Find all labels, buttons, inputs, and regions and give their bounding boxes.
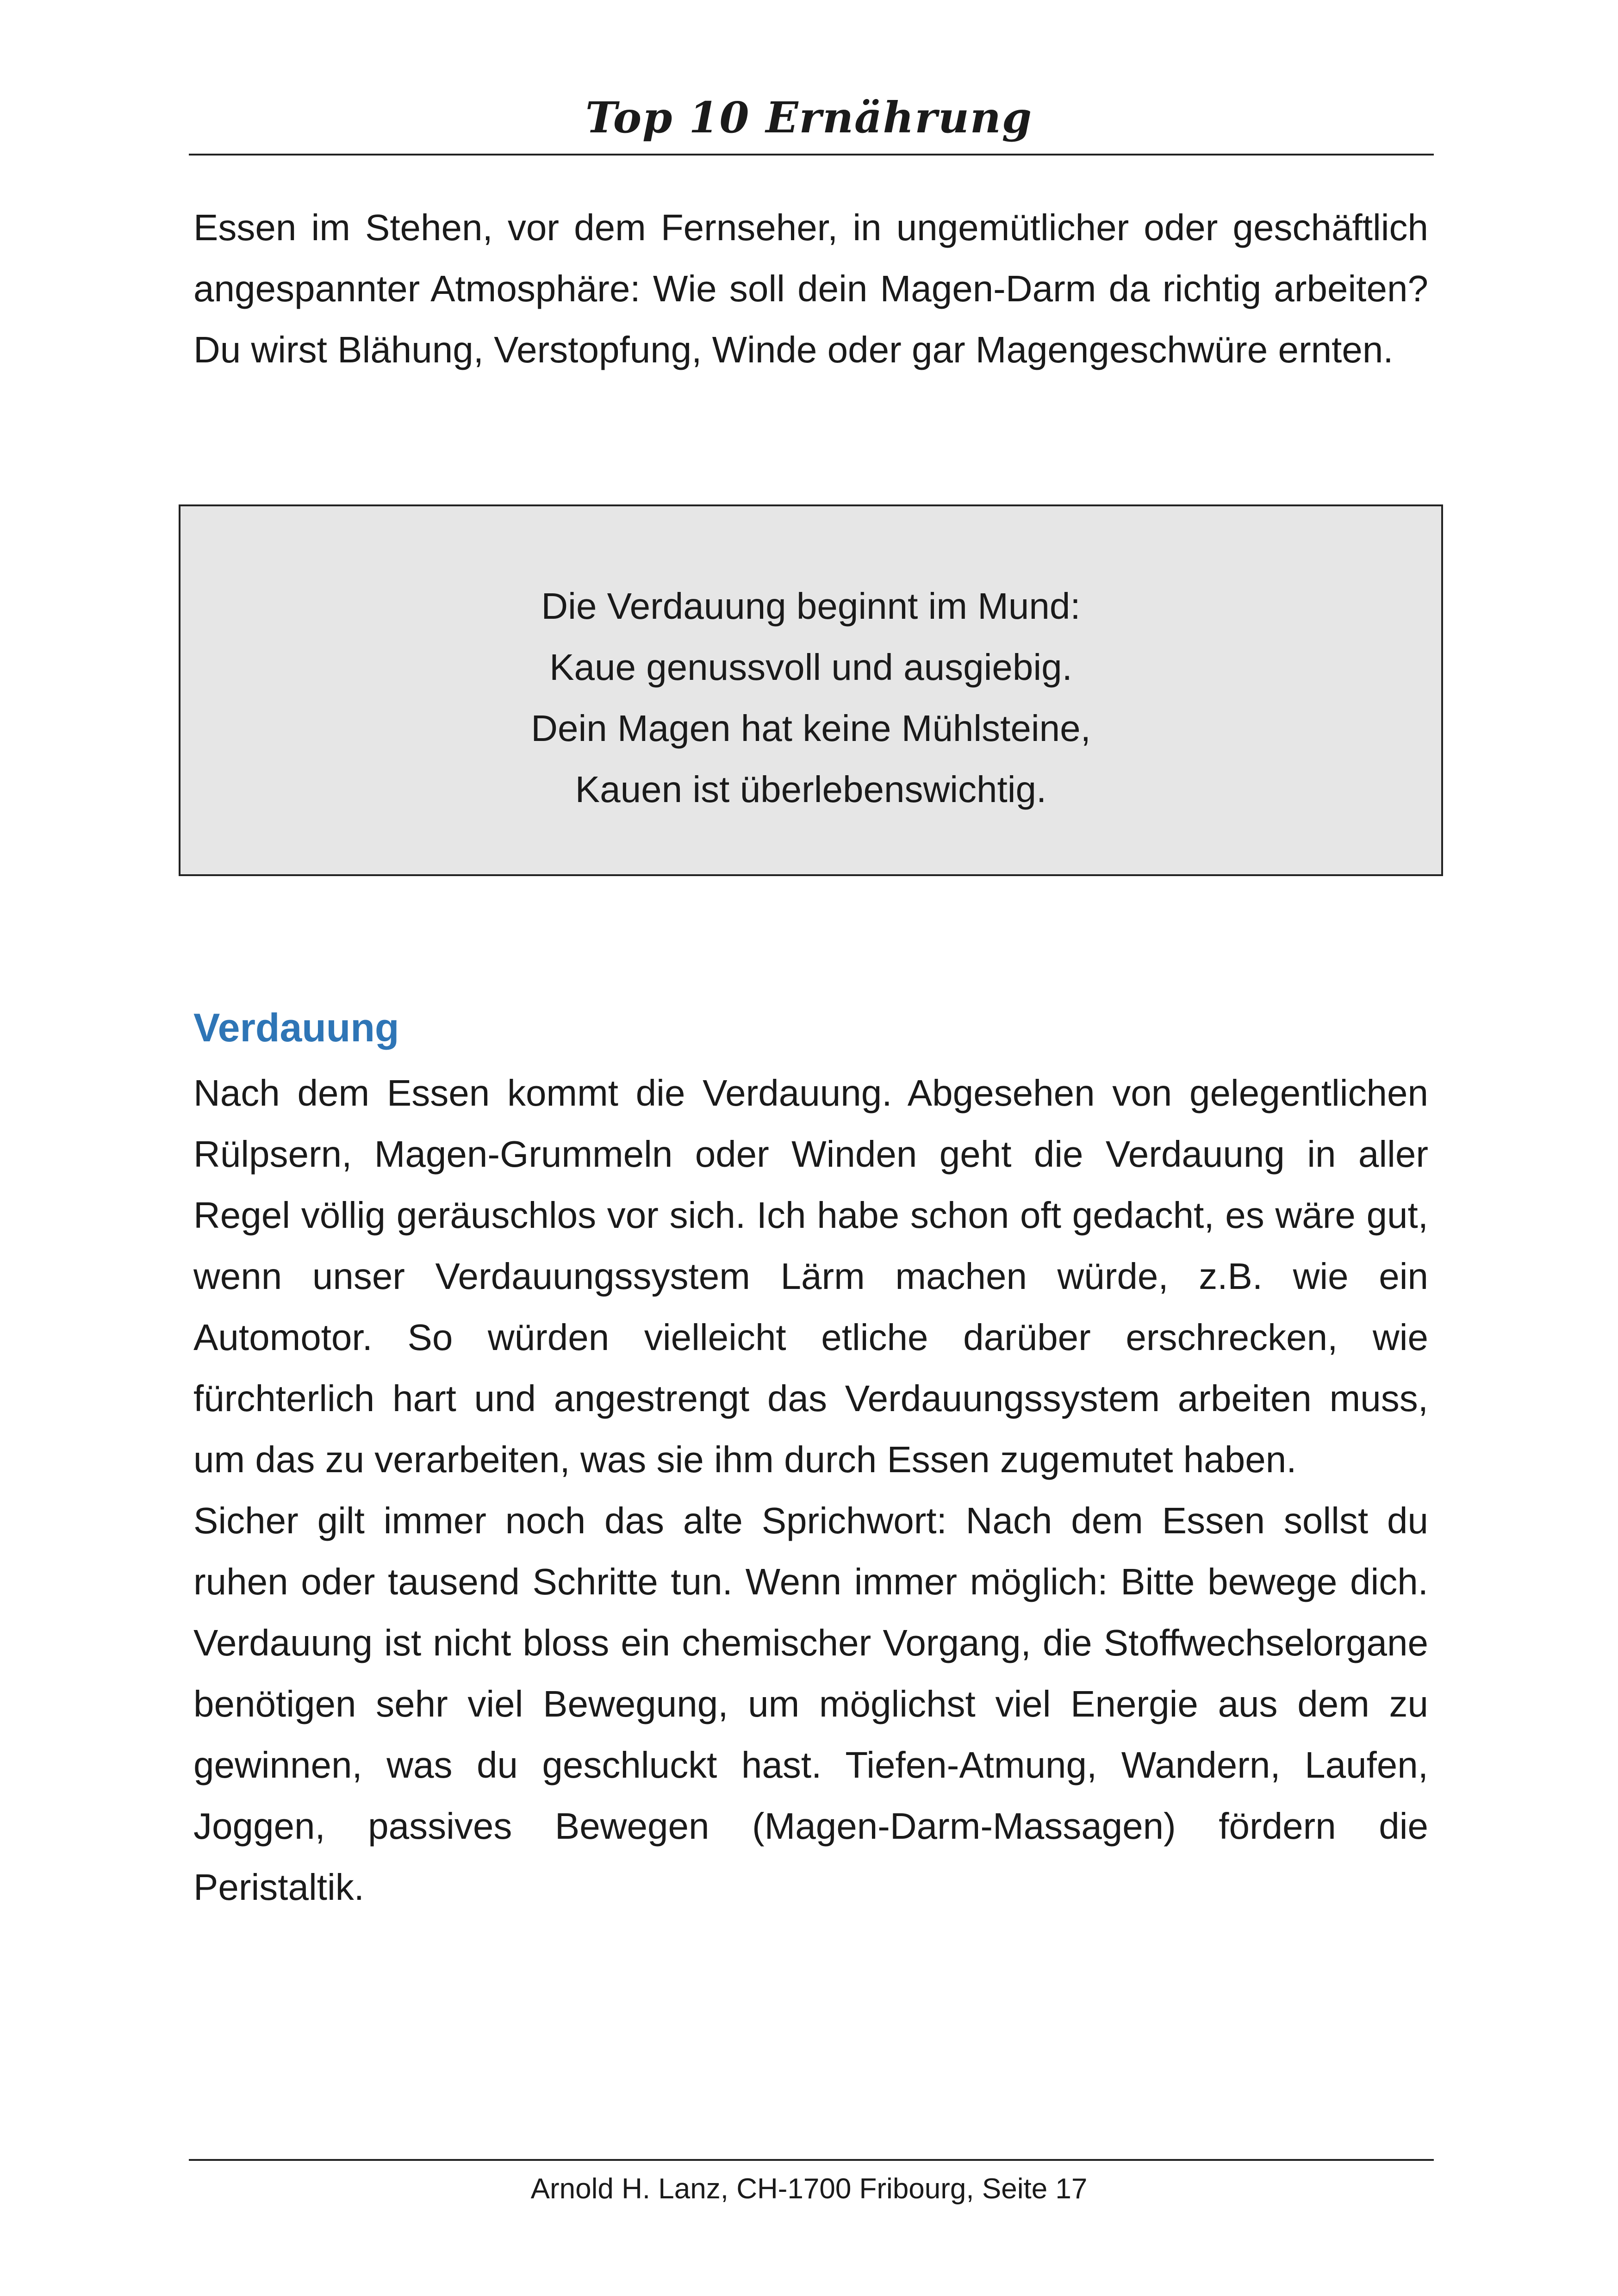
intro-paragraph: Essen im Stehen, vor dem Fernseher, in ungemütlicher oder geschäftlich angespannter Atmosphäre: Wie soll dein Magen-Darm da richtig arbeiten? Du wirst Blähung, Verstopfung, Winde oder gar Magengeschwüre ernten. — [193, 207, 1428, 370]
page-header-title: Top 10 Ernährung — [585, 93, 1033, 143]
callout-box — [179, 504, 1443, 876]
body-paragraph: Nach dem Essen kommt die Verdauung. Abgesehen von gelegentlichen Rülpsern, Magen-Grummeln oder Winden geht die Verdauung in aller Regel völlig geräuschlos vor sich. Ich habe schon oft gedacht, es wäre gut, wenn unser Verdauungssystem Lärm machen würde, z.B. wie ein Automotor. So würden vielleicht etliche darüber erschrecken, wie fürchterlich hart und angestrengt das Verdauungssystem arbeiten muss, um das zu verarbeiten, was sie ihm durch Essen zugemutet haben. — [193, 1072, 1428, 1480]
body-paragraph: Sicher gilt immer noch das alte Sprichwort: Nach dem Essen sollst du ruhen oder tausend Schritte tun. Wenn immer möglich: Bitte bewege dich. Verdauung ist nicht bloss ein chemischer Vorgang, die Stoffwechselorgane benötigen sehr viel Bewegung, um möglichst viel Energie aus dem zu gewinnen, was du geschluckt hast. Tiefen-Atmung, Wandern, Laufen, Joggen, passives Bewegen (Magen-Darm-Massagen) fördern die Peristaltik. — [193, 1500, 1428, 1908]
callout-text — [180, 576, 1441, 820]
callout-line: Kauen ist überlebenswichtig. — [575, 769, 1047, 810]
section-heading: Verdauung — [193, 1006, 399, 1050]
header-divider — [189, 154, 1434, 156]
body-section — [193, 1063, 1428, 1918]
footer-divider — [189, 2159, 1434, 2161]
callout-line: Kaue genussvoll und ausgiebig. — [549, 647, 1072, 688]
callout-line: Dein Magen hat keine Mühlsteine, — [531, 708, 1091, 749]
callout-line: Die Verdauung beginnt im Mund: — [541, 585, 1081, 627]
page-footer: Arnold H. Lanz, CH-1700 Fribourg, Seite 17 — [530, 2173, 1088, 2205]
intro-section — [193, 197, 1428, 380]
